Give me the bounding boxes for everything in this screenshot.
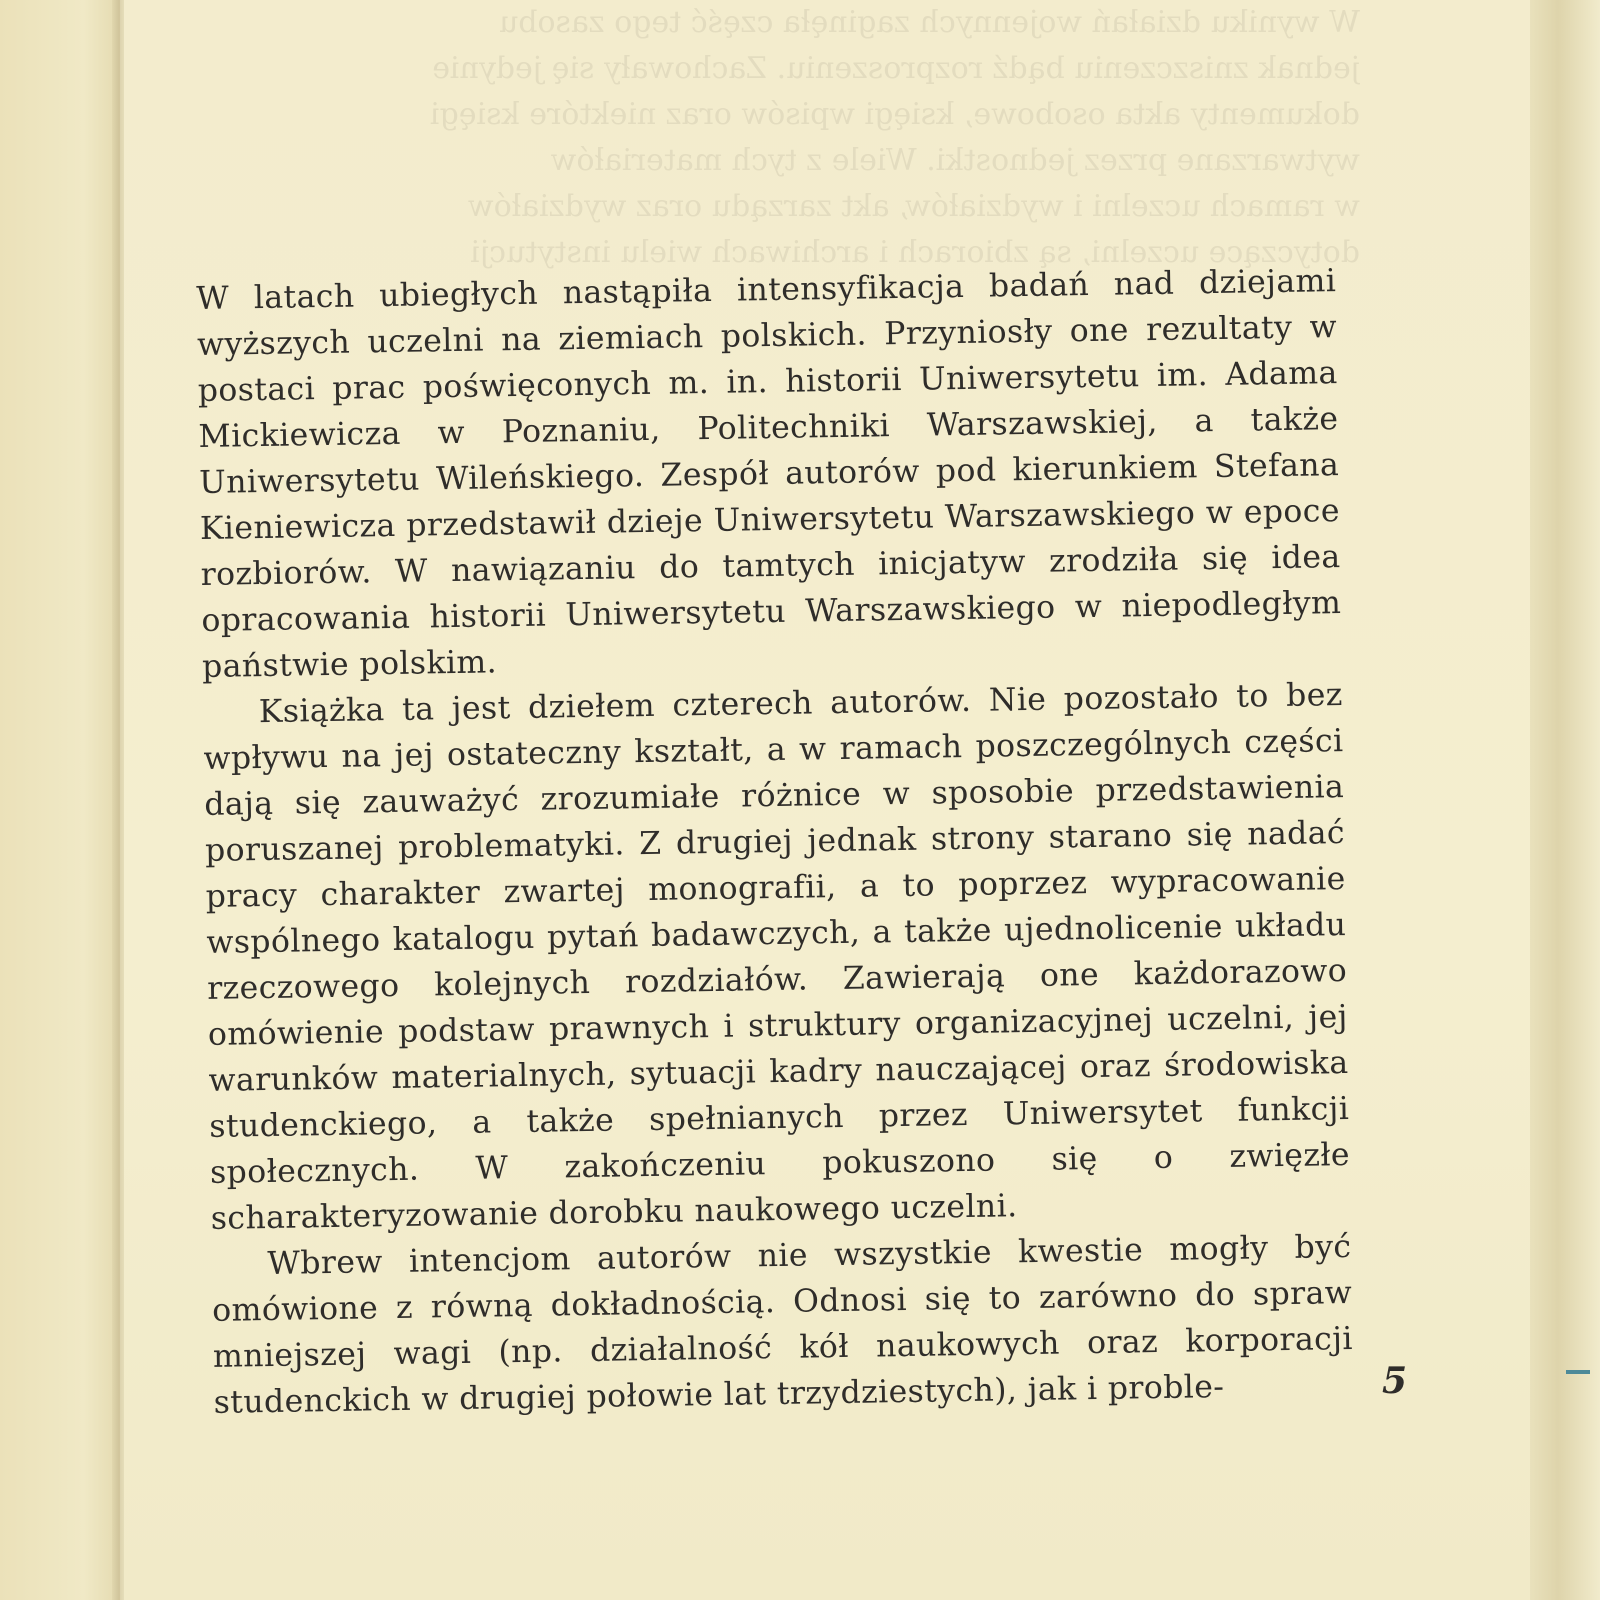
paragraph: W latach ubiegłych nastąpiła intensyfikacja badań nad dziejami wyższych uczelni na ziemiach polskich. Przyniosły one rezultaty w postaci prac poświęconych m. in. historii Uniwersytetu im. Adama Mickiewicza w Poznaniu, Politechniki Warszawskiej, a także Uniwersytetu Wileńskiego. Zespół autorów pod kierunkiem Stefana Kieniewicza przedstawił dzieje Uniwersytetu Warszawskiego w epoce rozbiorów. W nawiązaniu do tamtych inicjatyw zrodziła się idea opracowania historii Uniwersytetu Warszawskiego w niepodległym państwie polskim. xyxy=(196,263,1342,685)
paragraph: Książka ta jest dziełem czterech autorów. Nie pozostało to bez wpływu na jej ostateczny kształt, a w ramach poszczególnych części dają się zauważyć zrozumiałe różnice w sposobie przedstawienia poruszanej problematyki. Z drugiej jednak strony starano się nadać pracy charakter zwartej monografii, a to poprzez wypracowanie wspólnego katalogu pytań badawczych, a także ujednolicenie układu rzeczowego kolejnych rozdziałów. Zawierają one każdorazowo omówienie podstaw prawnych i struktury organizacyjnej uczelni, jej warunków materialnych, sytuacji kadry nauczającej oraz środowiska studenckiego, a także spełnianych przez Uniwersytet funkcji społecznych. W zakończeniu pokuszono się o zwięzłe scharakteryzowanie dorobku naukowego uczelni. xyxy=(203,677,1351,1237)
show-through-text: W wyniku działań wojennych zaginęła część tego zasobu jednak zniszczeniu bądź rozproszeniu. Zachowały się jedynie dokumenty akta osobowe, księgi wpisów oraz niektóre księgi wytwarzane przez jednostki. Wiele z tych materiałów w ramach uczelni i wydziałów, akt zarządu oraz wydziałów dotyczące uczelni, są zbiorach i archiwach wielu instytucji xyxy=(429,5,1360,270)
facing-page-edge xyxy=(0,0,120,1600)
paragraph: Wbrew intencjom autorów nie wszystkie kwestie mogły być omówione z równą dokładnością. Odnosi się to zarówno do spraw mniejszej wagi (np. działalność kół naukowych oraz korporacji studenckich w drugiej połowie lat trzydziestych), jak i proble- xyxy=(211,1228,1354,1421)
page-stack-edge xyxy=(1530,0,1600,1600)
edge-marker xyxy=(1566,1370,1590,1374)
body-text xyxy=(196,258,1354,1426)
page-number: 5 xyxy=(1382,1360,1408,1402)
